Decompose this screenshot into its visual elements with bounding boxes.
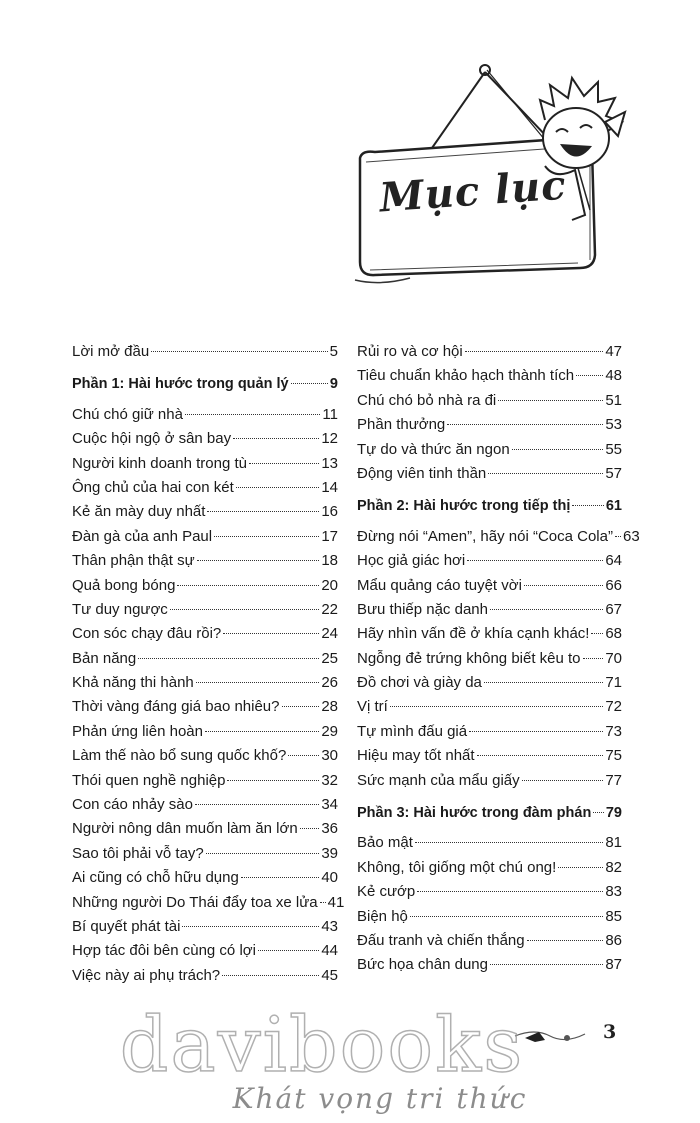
dot-leader <box>151 351 327 352</box>
dot-leader <box>222 975 319 976</box>
dot-leader <box>196 682 320 683</box>
toc-entry-title: Những người Do Thái đẩy toa xe lửa <box>72 893 318 911</box>
dot-leader <box>241 877 319 878</box>
dot-leader <box>300 828 320 829</box>
toc-entry-page: 48 <box>605 367 622 385</box>
toc-entry-title: Thân phận thật sự <box>72 552 195 570</box>
toc-entry-title: Bí quyết phát tài <box>72 917 181 935</box>
toc-entry-page: 11 <box>322 405 338 423</box>
toc-entry-page: 14 <box>321 478 338 496</box>
toc-entry-title: Lời mở đầu <box>72 343 150 360</box>
toc-entry-title: Bức họa chân dung <box>357 956 488 974</box>
toc-entry <box>72 744 338 768</box>
toc-entry <box>72 476 338 500</box>
toc-entry <box>357 831 622 855</box>
dot-leader <box>488 473 603 474</box>
toc-entry-page: 55 <box>605 440 622 458</box>
toc-entry <box>72 866 338 890</box>
toc-entry <box>72 500 338 524</box>
dot-leader <box>498 400 603 401</box>
toc-entry-title: Phần 1: Hài hước trong quản lý <box>72 376 289 393</box>
toc-entry <box>72 340 338 364</box>
dot-leader <box>477 755 604 756</box>
toc-entry-title: Người kinh doanh trong tù <box>72 454 247 472</box>
toc-entry-page: 53 <box>605 416 622 434</box>
toc-entry <box>72 915 338 939</box>
dot-leader <box>207 511 319 512</box>
watermark-tagline: Khát vọng tri thức <box>232 1082 528 1115</box>
toc-entry-title: Tự do và thức ăn ngon <box>357 440 510 458</box>
dot-leader <box>138 658 319 659</box>
toc-entry <box>72 574 338 598</box>
dot-leader <box>291 383 328 384</box>
toc-entry-title: Kẻ cướp <box>357 883 416 901</box>
toc-entry-page: 18 <box>321 552 338 570</box>
toc-entry-title: Tư duy ngược <box>72 600 168 618</box>
toc-entry-page: 47 <box>605 343 622 360</box>
toc-entry <box>72 964 338 988</box>
toc-entry-page: 5 <box>329 343 338 360</box>
toc-left-column <box>72 340 345 988</box>
toc-entry-title: Con cáo nhảy sào <box>72 796 193 814</box>
toc-entry-page: 40 <box>321 869 338 887</box>
toc-entry <box>357 525 640 549</box>
toc-entry-page: 73 <box>605 722 622 740</box>
dot-leader <box>467 560 603 561</box>
dot-leader <box>177 585 319 586</box>
dot-leader <box>490 609 603 610</box>
toc-entry-page: 13 <box>321 454 338 472</box>
hanging-sign-icon <box>340 40 650 290</box>
toc-entry <box>72 793 338 817</box>
toc-entry-page: 86 <box>605 931 622 949</box>
toc-entry-page: 24 <box>321 625 338 643</box>
toc-entry <box>72 671 338 695</box>
dot-leader <box>223 633 319 634</box>
toc-part-heading <box>357 801 622 825</box>
toc-entry-title: Kẻ ăn mày duy nhất <box>72 503 206 521</box>
toc-entry <box>357 744 622 768</box>
toc-entry-title: Ông chủ của hai con két <box>72 478 234 496</box>
dot-leader <box>288 755 319 756</box>
toc-entry-page: 85 <box>605 907 622 925</box>
toc-entry-title: Khả năng thi hành <box>72 674 194 692</box>
toc-entry <box>72 549 338 573</box>
toc-entry-page: 51 <box>605 391 622 409</box>
dot-leader <box>197 560 320 561</box>
toc-entry-title: Đấu tranh và chiến thắng <box>357 931 525 949</box>
toc-entry <box>357 598 622 622</box>
dot-leader <box>236 487 320 488</box>
toc-entry-title: Động viên tinh thần <box>357 464 487 482</box>
toc-entry-title: Ai cũng có chỗ hữu dụng <box>72 869 239 887</box>
toc-entry-page: 17 <box>321 527 338 545</box>
dot-leader <box>490 964 603 965</box>
dot-leader <box>484 682 603 683</box>
toc-entry <box>72 891 345 915</box>
toc-entry-page: 20 <box>321 576 338 594</box>
toc-entry-page: 12 <box>321 430 338 448</box>
dot-leader <box>572 505 604 506</box>
toc-entry-page: 29 <box>321 722 338 740</box>
toc-entry <box>357 549 622 573</box>
toc-entry <box>357 340 622 364</box>
dot-leader <box>415 842 603 843</box>
dot-leader <box>527 940 604 941</box>
dot-leader <box>410 916 603 917</box>
toc-entry-page: 75 <box>605 747 622 765</box>
toc-entry <box>357 769 622 793</box>
toc-entry <box>357 720 622 744</box>
toc-entry-page: 66 <box>605 576 622 594</box>
dot-leader <box>320 902 326 903</box>
dot-leader <box>615 536 621 537</box>
toc-entry-page: 32 <box>321 771 338 789</box>
toc-entry-page: 68 <box>605 625 622 643</box>
toc-entry <box>357 671 622 695</box>
toc-entry-page: 39 <box>321 844 338 862</box>
toc-entry <box>357 389 622 413</box>
toc-part-heading <box>357 494 622 518</box>
toc-entry <box>72 817 338 841</box>
toc-entry-title: Cuộc hội ngộ ở sân bay <box>72 430 232 448</box>
toc-entry-page: 83 <box>605 883 622 901</box>
toc-entry <box>357 856 622 880</box>
toc-entry-page: 28 <box>321 698 338 716</box>
toc-entry-page: 63 <box>622 527 640 545</box>
toc-entry-title: Ngỗng đẻ trứng không biết kêu to <box>357 649 581 667</box>
toc-entry-page: 81 <box>605 834 622 852</box>
toc-entry <box>72 598 338 622</box>
page-number: 3 <box>603 1021 617 1043</box>
dot-leader <box>227 780 319 781</box>
dot-leader <box>249 463 319 464</box>
toc-entry <box>72 939 338 963</box>
toc-entry-page: 25 <box>321 649 338 667</box>
toc-entry-title: Không, tôi giống một chú ong! <box>357 858 557 876</box>
toc-entry-page: 36 <box>321 820 338 838</box>
toc-entry-title: Sao tôi phải vỗ tay? <box>72 844 204 862</box>
toc-entry-page: 82 <box>605 858 622 876</box>
toc-entry-title: Vị trí <box>357 698 388 716</box>
toc-entry-page: 34 <box>321 796 338 814</box>
toc-entry-page: 72 <box>605 698 622 716</box>
toc-entry-title: Phản ứng liên hoàn <box>72 722 203 740</box>
toc-entry-title: Chú chó bỏ nhà ra đi <box>357 391 497 409</box>
toc-entry-title: Việc này ai phụ trách? <box>72 966 221 984</box>
dot-leader <box>591 633 603 634</box>
toc-entry <box>357 695 622 719</box>
toc-entry-title: Đàn gà của anh Paul <box>72 527 213 545</box>
toc-entry-page: 87 <box>605 956 622 974</box>
toc-entry <box>72 842 338 866</box>
toc-entry-page: 57 <box>605 464 622 482</box>
toc-entry <box>357 413 622 437</box>
dot-leader <box>417 891 603 892</box>
toc-entry-page: 45 <box>321 966 338 984</box>
toc-entry-title: Tiêu chuẩn khảo hạch thành tích <box>357 367 575 385</box>
toc-entry <box>357 622 622 646</box>
toc-entry-title: Thói quen nghề nghiệp <box>72 771 226 789</box>
dot-leader <box>583 658 604 659</box>
toc-entry <box>357 953 622 977</box>
toc-entry-page: 77 <box>605 771 622 789</box>
toc-entry-title: Học giả giác hơi <box>357 552 466 570</box>
dot-leader <box>195 804 319 805</box>
dot-leader <box>258 950 319 951</box>
toc-entry-title: Bản năng <box>72 649 137 667</box>
dot-leader <box>185 414 320 415</box>
toc-entry-title: Phần 2: Hài hước trong tiếp thị <box>357 498 571 515</box>
toc-entry-page: 43 <box>321 917 338 935</box>
dot-leader <box>447 424 603 425</box>
toc-entry-title: Hợp tác đôi bên cùng có lợi <box>72 942 256 960</box>
toc-entry <box>72 452 338 476</box>
toc-entry-page: 26 <box>321 674 338 692</box>
toc-entry-title: Chú chó giữ nhà <box>72 405 183 423</box>
toc-entry <box>357 462 622 486</box>
toc-entry-title: Tự mình đấu giá <box>357 722 468 740</box>
dot-leader <box>205 731 319 732</box>
toc-entry <box>357 438 622 462</box>
dot-leader <box>558 867 603 868</box>
toc-entry <box>357 880 622 904</box>
toc-entry-page: 61 <box>605 498 622 515</box>
toc-entry-page: 9 <box>329 376 338 393</box>
dot-leader <box>390 706 603 707</box>
toc-entry-title: Rủi ro và cơ hội <box>357 343 463 360</box>
page-title: Mục lục <box>377 161 569 222</box>
toc-entry <box>72 427 338 451</box>
toc-entry-title: Hãy nhìn vấn đề ở khía cạnh khác! <box>357 625 590 643</box>
toc-entry-page: 64 <box>605 552 622 570</box>
toc-entry <box>357 574 622 598</box>
dot-leader <box>233 438 319 439</box>
dot-leader <box>524 585 603 586</box>
toc-entry-title: Bảo mật <box>357 834 413 852</box>
toc-entry <box>357 905 622 929</box>
toc-entry-page: 79 <box>605 805 622 822</box>
toc-entry-page: 67 <box>605 600 622 618</box>
toc-entry-page: 71 <box>605 674 622 692</box>
toc-entry-title: Làm thế nào bổ sung quốc khố? <box>72 747 287 765</box>
toc-entry <box>72 647 338 671</box>
dot-leader <box>206 853 320 854</box>
toc-entry-title: Đồ chơi và giày da <box>357 674 482 692</box>
toc-entry-title: Người nông dân muốn làm ăn lớn <box>72 820 298 838</box>
toc-entry-page: 22 <box>321 600 338 618</box>
toc-entry-title: Bưu thiếp nặc danh <box>357 600 488 618</box>
toc-entry-title: Con sóc chạy đâu rồi? <box>72 625 222 643</box>
toc-entry-page: 30 <box>321 747 338 765</box>
toc-entry <box>72 695 338 719</box>
dot-leader <box>182 926 319 927</box>
dot-leader <box>170 609 320 610</box>
toc-entry <box>357 929 622 953</box>
toc-entry <box>357 364 622 388</box>
toc-entry <box>72 403 338 427</box>
dot-leader <box>576 375 603 376</box>
dot-leader <box>512 449 604 450</box>
toc-entry <box>72 525 338 549</box>
toc-entry <box>72 769 338 793</box>
dot-leader <box>593 812 604 813</box>
toc-entry-title: Phần thưởng <box>357 416 446 434</box>
toc-entry-page: 44 <box>321 942 338 960</box>
toc-part-heading <box>72 372 338 396</box>
toc-entry-page: 16 <box>321 503 338 521</box>
dot-leader <box>522 780 604 781</box>
toc-entry-page: 41 <box>327 893 345 911</box>
toc-entry-title: Hiệu may tốt nhất <box>357 747 475 765</box>
toc-entry-title: Mẩu quảng cáo tuyệt vời <box>357 576 522 594</box>
watermark-logo: davibooks <box>119 1000 525 1089</box>
toc-entry <box>72 622 338 646</box>
dot-leader <box>465 351 604 352</box>
toc-entry <box>357 647 622 671</box>
toc-right-column <box>357 340 640 978</box>
toc-entry-page: 70 <box>605 649 622 667</box>
dot-leader <box>214 536 319 537</box>
toc-entry-title: Phần 3: Hài hước trong đàm phán <box>357 805 592 822</box>
toc-entry-title: Sức mạnh của mẩu giấy <box>357 771 520 789</box>
dot-leader <box>469 731 603 732</box>
toc-entry-title: Đừng nói “Amen”, hãy nói “Coca Cola” <box>357 527 613 545</box>
dot-leader <box>282 706 320 707</box>
toc-entry-title: Quả bong bóng <box>72 576 176 594</box>
toc-entry-title: Biện hộ <box>357 907 408 925</box>
toc-entry-title: Thời vàng đáng giá bao nhiêu? <box>72 698 280 716</box>
toc-entry <box>72 720 338 744</box>
